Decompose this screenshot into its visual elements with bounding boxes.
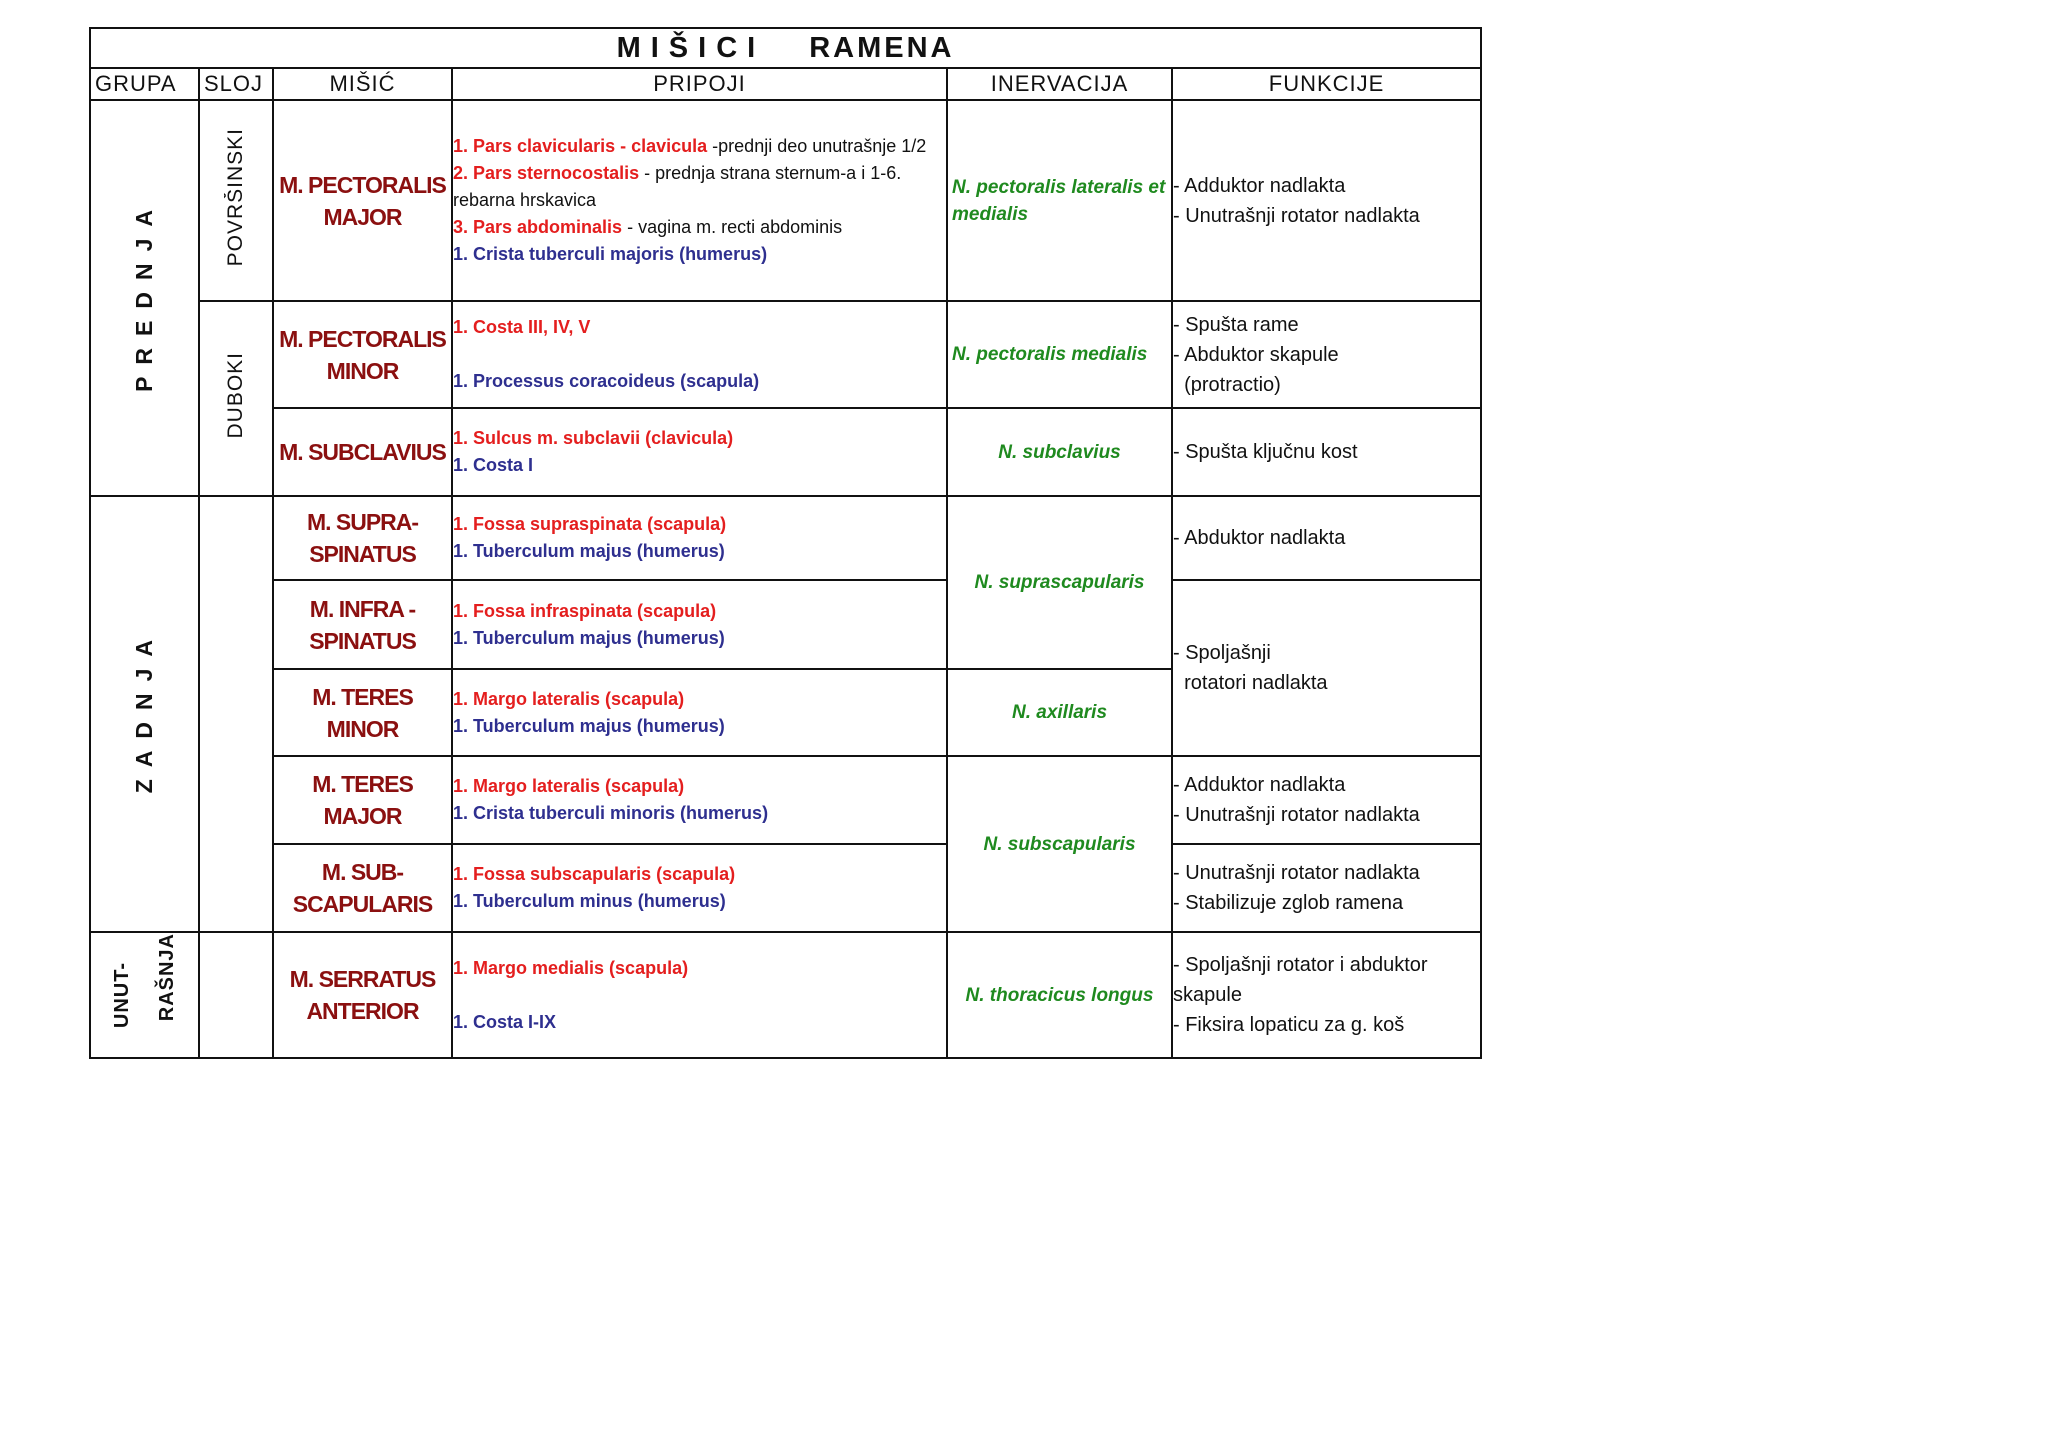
group-unutrasnja xyxy=(90,932,199,1058)
muscle-name-line: ANTERIOR xyxy=(306,998,419,1024)
title-part-1: MIŠICI xyxy=(616,31,766,64)
function-line: - Adduktor nadlakta xyxy=(1173,174,1346,197)
nerve-thoracicus-longus: N. thoracicus longus xyxy=(947,932,1172,1058)
insertion-text: 1. Tuberculum majus (humerus) xyxy=(453,627,725,648)
attachments-teres-minor xyxy=(452,669,947,756)
function-line: - Spušta ključnu kost xyxy=(1173,441,1358,463)
nerve-pectoralis-minor: N. pectoralis medialis xyxy=(947,301,1172,408)
function-teres-major xyxy=(1172,756,1481,844)
function-line: - Unutrašnji rotator nadlakta xyxy=(1173,862,1420,884)
function-pectoralis-minor xyxy=(1172,301,1481,408)
table-row xyxy=(90,301,1481,408)
origin-text: 2. Pars sternocostalis xyxy=(453,163,640,183)
table-row xyxy=(90,496,1481,580)
origin-text: 3. Pars abdominalis xyxy=(453,217,623,237)
layer-duboki xyxy=(199,301,273,496)
nerve-axillaris: N. axillaris xyxy=(947,669,1172,756)
function-supraspinatus xyxy=(1172,496,1481,580)
origin-text: 1. Pars clavicularis - clavicula xyxy=(453,136,708,156)
muscle-name-line: M. PECTORALIS xyxy=(279,171,446,198)
insertion-text: 1. Crista tuberculi majoris (humerus) xyxy=(453,244,768,264)
muscle-name-line: M. SERRATUS xyxy=(289,966,436,992)
muscle-supraspinatus xyxy=(273,496,452,580)
muscle-name-line: M. SUBCLAVIUS xyxy=(279,439,446,465)
muscle-name-line: M. SUB- xyxy=(321,859,404,885)
muscle-name-line: MAJOR xyxy=(323,803,402,829)
nerve-subclavius: N. subclavius xyxy=(947,408,1172,496)
layer-empty-unutrasnja xyxy=(199,932,273,1058)
function-line: - Unutrašnji rotator nadlakta xyxy=(1173,204,1420,227)
insertion-text: 1. Costa I xyxy=(453,455,534,475)
group-zadnja-label: ZADNJA xyxy=(131,628,157,794)
origin-text: 1. Fossa infraspinata (scapula) xyxy=(453,600,717,621)
group-prednja xyxy=(90,100,199,496)
table-row xyxy=(90,756,1481,844)
insertion-text: 1. Crista tuberculi minoris (humerus) xyxy=(453,803,769,823)
function-line: skapule xyxy=(1173,984,1242,1006)
function-line: - Abduktor skapule xyxy=(1173,343,1339,366)
muscle-teres-major xyxy=(273,756,452,844)
muscle-name-line: M. INFRA - xyxy=(309,595,416,622)
insertion-text: 1. Tuberculum majus (humerus) xyxy=(453,541,725,561)
function-line: - Abduktor nadlakta xyxy=(1173,527,1346,549)
muscle-pectoralis-major xyxy=(273,100,452,301)
header-pripoji: PRIPOJI xyxy=(452,68,947,100)
insertion-text: 1. Costa I-IX xyxy=(453,1011,557,1032)
header-sloj: SLOJ xyxy=(199,68,273,100)
attachments-infraspinatus xyxy=(452,580,947,669)
muscle-infraspinatus xyxy=(273,580,452,669)
function-pectoralis-major xyxy=(1172,100,1481,301)
muscle-teres-minor xyxy=(273,669,452,756)
origin-text: 1. Costa III, IV, V xyxy=(453,317,591,337)
origin-text: 1. Fossa supraspinata (scapula) xyxy=(453,514,727,534)
origin-detail: - vagina m. recti abdominis xyxy=(622,217,843,237)
attachments-subscapularis xyxy=(452,844,947,932)
insertion-text: 1. Tuberculum majus (humerus) xyxy=(453,715,725,736)
origin-detail: - prednja strana sternum-a i 1-6. rebarna hrskavica xyxy=(453,163,902,210)
table-row xyxy=(90,932,1481,1058)
function-line: rotatori nadlakta xyxy=(1173,672,1328,694)
layer-empty-zadnja xyxy=(199,496,273,932)
table-title xyxy=(90,28,1481,68)
muscle-name-line: M. TERES xyxy=(312,771,413,797)
nerve-pectoralis-major: N. pectoralis lateralis et medialis xyxy=(947,100,1172,301)
function-line: - Fiksira lopaticu za g. koš xyxy=(1173,1014,1405,1036)
insertion-text: 1. Tuberculum minus (humerus) xyxy=(453,891,726,911)
table-row xyxy=(90,580,1481,669)
function-external-rotators xyxy=(1172,580,1481,756)
muscle-name-line: M. PECTORALIS xyxy=(279,325,446,352)
attachments-supraspinatus xyxy=(452,496,947,580)
origin-text: 1. Margo lateralis (scapula) xyxy=(453,688,685,709)
origin-text: 1. Sulcus m. subclavii (clavicula) xyxy=(453,428,734,448)
table-row xyxy=(90,100,1481,301)
muscle-name-line: MAJOR xyxy=(323,203,402,230)
function-subclavius xyxy=(1172,408,1481,496)
function-line: - Spušta rame xyxy=(1173,313,1299,336)
origin-text: 1. Fossa subscapularis (scapula) xyxy=(453,864,736,884)
header-misic: MIŠIĆ xyxy=(273,68,452,100)
muscle-pectoralis-minor xyxy=(273,301,452,408)
group-prednja-label: PREDNJA xyxy=(131,198,157,392)
muscle-name-line: MINOR xyxy=(326,357,399,384)
muscle-name-line: M. TERES xyxy=(312,683,413,710)
muscle-subclavius xyxy=(273,408,452,496)
insertion-text: 1. Processus coracoideus (scapula) xyxy=(453,371,760,391)
table-row xyxy=(90,408,1481,496)
header-grupa: GRUPA xyxy=(90,68,199,100)
layer-duboki-label: DUBOKI xyxy=(224,352,247,439)
function-line: (protractio) xyxy=(1173,373,1281,396)
muscle-name-line: SPINATUS xyxy=(309,627,416,654)
layer-povrsinski xyxy=(199,100,273,301)
origin-text: 1. Margo lateralis (scapula) xyxy=(453,776,685,796)
attachments-serratus-anterior xyxy=(452,932,947,1058)
group-zadnja xyxy=(90,496,199,932)
muscle-name-line: MINOR xyxy=(326,715,399,742)
muscle-name-line: SPINATUS xyxy=(309,541,416,567)
header-inervacija: INERVACIJA xyxy=(947,68,1172,100)
attachments-pectoralis-major xyxy=(452,100,947,301)
origin-detail: -prednji deo unutrašnje 1/2 xyxy=(707,136,927,156)
muscle-serratus-anterior xyxy=(273,932,452,1058)
muscle-name-line: SCAPULARIS xyxy=(292,891,433,917)
group-unutrasnja-label-1: UNUT- xyxy=(110,961,133,1029)
function-line: - Adduktor nadlakta xyxy=(1173,774,1346,796)
shoulder-muscles-table xyxy=(89,27,1482,1059)
table-row xyxy=(90,844,1481,932)
header-funkcije: FUNKCIJE xyxy=(1172,68,1481,100)
muscle-name-line: M. SUPRA- xyxy=(306,509,419,535)
layer-povrsinski-label: POVRŠINSKI xyxy=(224,128,247,267)
origin-text: 1. Margo medialis (scapula) xyxy=(453,957,689,978)
title-part-2: RAMENA xyxy=(809,31,955,64)
function-line: - Stabilizuje zglob ramena xyxy=(1173,892,1404,914)
function-line: - Spoljašnji rotator i abduktor xyxy=(1173,954,1428,976)
function-serratus-anterior xyxy=(1172,932,1481,1058)
nerve-suprascapularis: N. suprascapularis xyxy=(947,496,1172,669)
attachments-pectoralis-minor xyxy=(452,301,947,408)
muscle-subscapularis xyxy=(273,844,452,932)
attachments-subclavius xyxy=(452,408,947,496)
function-subscapularis xyxy=(1172,844,1481,932)
function-line: - Unutrašnji rotator nadlakta xyxy=(1173,804,1420,826)
group-unutrasnja-label-2: RAŠNJA xyxy=(155,932,178,1022)
attachments-teres-major xyxy=(452,756,947,844)
nerve-subscapularis: N. subscapularis xyxy=(947,756,1172,932)
function-line: - Spoljašnji xyxy=(1173,642,1271,664)
